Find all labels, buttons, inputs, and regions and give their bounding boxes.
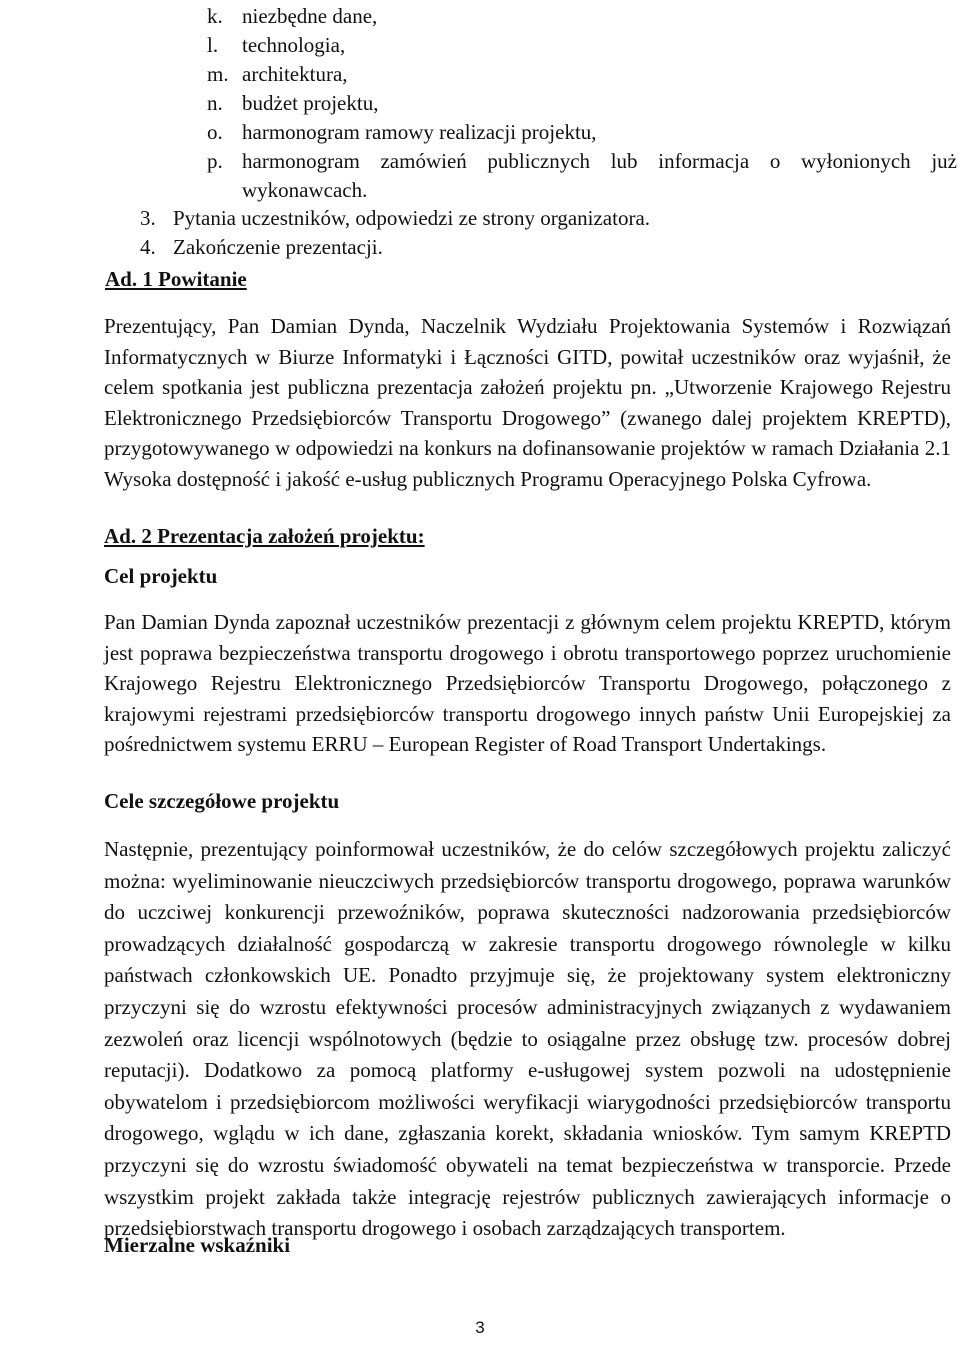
list-item [207,89,957,118]
list-item-text: Pytania uczestników, odpowiedzi ze strony organizatora. [173,206,651,230]
numbered-list [140,204,900,262]
project-goal-paragraph: Pan Damian Dynda zapoznał uczestników prezentacji z głównym celem projektu KREPTD, którym jest poprawa bezpieczeństwa transportu drogowego i obrotu transportowego poprzez uruchomienie Krajowego Rejestru Elektronicznego Przedsiębiorców Transportu Drogowego, połączonego z krajowymi rejestrami przedsiębiorców transportu drogowego innych państw Unii Europejskiej za pośrednictwem systemu ERRU – European Register of Road Transport Undertakings. [104,610,951,756]
section-heading-welcome: Ad. 1 Powitanie [105,267,247,291]
subheading-project-goal: Cel projektu [104,564,218,588]
list-item-label: k. [207,4,223,28]
specific-goals-paragraph: Następnie, prezentujący poinformował uczestników, że do celów szczegółowych projektu zaliczyć można: wyeliminowanie nieuczciwych przedsiębiorców transportu drogowego, poprawa warunków do uczciwej konkurencji przewoźników, poprawa skuteczności nadzorowania przedsiębiorców prowadzących działalność gospodarczą w zakresie transportu drogowego równolegle w kilku państwach członkowskich UE. Ponadto przyjmuje się, że projektowany system elektroniczny przyczyni się do wzrostu efektywności procesów administracyjnych związanych z wydawaniem zezwoleń oraz licencji wspólnotowych (będzie to osiągalne przez obsługę tzw. procesów dobrej reputacji). Dodatkowo za pomocą platformy e-usługowej system pozwoli na udostępnienie obywatelom i przedsiębiorcom możliwości weryfikacji wiarygodności przedsiębiorców transportu drogowego, wglądu w ich dane, zgłaszania korekt, składania wniosków. Tym samym KREPTD przyczyni się do wzrostu świadomość obywateli na temat bezpieczeństwa w transporcie. Przede wszystkim projekt zakłada także integrację rejestrów publicznych zawierających informacje o przedsiębiorstwach transportu drogowego i osobach zarządzających transportem. [104,837,951,1241]
subheading-measurable-indicators: Mierzalne wskaźniki [104,1233,291,1257]
list-item-text: architektura, [242,62,348,86]
list-item-label: n. [207,91,223,115]
list-item-text: niezbędne dane, [242,4,378,28]
section-heading-project-assumptions: Ad. 2 Prezentacja założeń projektu: [104,524,425,548]
list-item [207,118,957,147]
list-item-label: m. [207,62,229,86]
list-item [207,31,957,60]
list-item-label: 4. [140,235,156,259]
list-item-label: p. [207,149,223,173]
list-item-text: Zakończenie prezentacji. [173,235,383,259]
list-item-label: l. [207,33,219,57]
list-item-text: harmonogram zamówień publicznych lub informacja o wyłonionych już wykonawcach. [242,149,957,202]
list-item [207,147,957,205]
list-item [207,60,957,89]
page-number: 3 [475,1318,485,1337]
list-item-text: budżet projektu, [242,91,379,115]
lettered-list [207,2,957,205]
list-item [140,204,900,233]
list-item-label: o. [207,120,223,144]
welcome-paragraph: Prezentujący, Pan Damian Dynda, Naczelnik Wydziału Projektowania Systemów i Rozwiązań Informatycznych w Biurze Informatyki i Łączności GITD, powitał uczestników oraz wyjaśnił, że celem spotkania jest publiczna prezentacja założeń projektu pn. „Utworzenie Krajowego Rejestru Elektronicznego Przedsiębiorców Transportu Drogowego” (zwanego dalej projektem KREPTD), przygotowywanego w odpowiedzi na konkurs na dofinansowanie projektów w ramach Działania 2.1 Wysoka dostępność i jakość e-usług publicznych Programu Operacyjnego Polska Cyfrowa. [104,314,951,491]
list-item-text: technologia, [242,33,346,57]
list-item-label: 3. [140,206,156,230]
list-item [140,233,900,262]
list-item [207,2,957,31]
list-item-text: harmonogram ramowy realizacji projektu, [242,120,597,144]
subheading-specific-goals: Cele szczegółowe projektu [104,789,340,813]
